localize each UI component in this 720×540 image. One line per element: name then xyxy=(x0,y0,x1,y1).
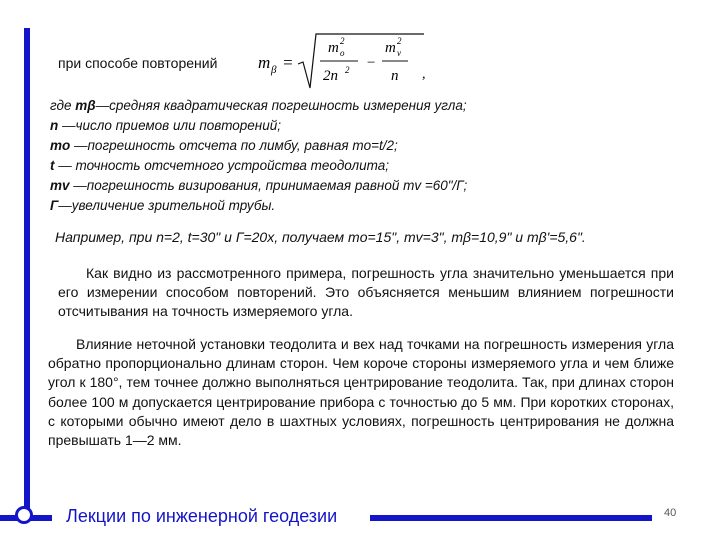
formula-den2: n xyxy=(391,68,399,84)
page-number: 40 xyxy=(664,507,677,519)
symbol-t: t xyxy=(50,158,55,173)
formula-num1: m xyxy=(328,40,339,56)
definition-gamma: Г—увеличение зрительной трубы. xyxy=(50,198,276,213)
definitions-list xyxy=(50,96,467,216)
example-line: Например, при n=2, t=30" и Г=20х, получаем mo=15", mv=3", mβ=10,9" и mβ'=5,6". xyxy=(55,229,586,245)
footer-title: Лекции по инженерной геодезии xyxy=(66,506,338,526)
symbol-gamma: Г xyxy=(50,198,59,213)
formula-m-beta xyxy=(258,30,428,92)
left-accent-bar xyxy=(24,28,30,518)
symbol-mv: mv xyxy=(50,178,70,193)
corner-ring-icon xyxy=(15,506,33,524)
formula-num1-sub: o xyxy=(340,48,345,58)
definition-m-beta: где mβ—средняя квадратическая погрешность измерения угла; xyxy=(50,98,467,113)
formula-num1-sup: 2 xyxy=(340,36,345,46)
formula-tail: , xyxy=(422,67,426,82)
formula-minus: − xyxy=(366,55,377,71)
definition-t: t — точность отсчетного устройства теодолита; xyxy=(50,158,389,173)
formula-num2-sub: v xyxy=(397,48,401,58)
intro-text: при способе повторений xyxy=(58,55,218,71)
paragraph-1: Как видно из рассмотренного примера, погрешность угла значительно уменьшается при его измерении способом повторений. Это объясняется меньшим влиянием погрешности отсчитывания на точность измеряемого угла. xyxy=(58,265,674,320)
definition-n: n —число приемов или повторений; xyxy=(50,118,282,133)
formula-num2: m xyxy=(385,40,396,56)
definition-mo: mo —погрешность отсчета по лимбу, равная mo=t/2; xyxy=(50,138,398,153)
symbol-m-beta: mβ xyxy=(75,98,96,113)
formula-den1-sup: 2 xyxy=(345,65,350,75)
symbol-mo: mo xyxy=(50,138,71,153)
footer-accent-bar-right xyxy=(370,515,652,521)
formula-den1: 2n xyxy=(323,68,338,84)
paragraph-2: Влияние неточной установки теодолита и вех над точками на погрешность измерения угла обратно пропорционально длинам сторон. Чем короче стороны измеряемого угла и чем ближе угол к 180°, тем точнее должно выполняться центрирование теодолита. Так, при длинах сторон более 100 м допускается центрирование прибора с точностью до 5 мм. При коротких сторонах, с которыми обычно имеют дело в шахтных условиях, погрешность центрирования не должна превышать 1—2 мм. xyxy=(48,336,674,449)
definition-mv: mv —погрешность визирования, принимаемая равной mv =60"/Г; xyxy=(50,178,468,193)
formula-num2-sup: 2 xyxy=(397,36,402,46)
symbol-n: n xyxy=(50,118,59,133)
formula-eq: = xyxy=(282,53,294,72)
formula-lhs: m xyxy=(258,53,271,72)
formula-lhs-sub: β xyxy=(271,64,277,76)
